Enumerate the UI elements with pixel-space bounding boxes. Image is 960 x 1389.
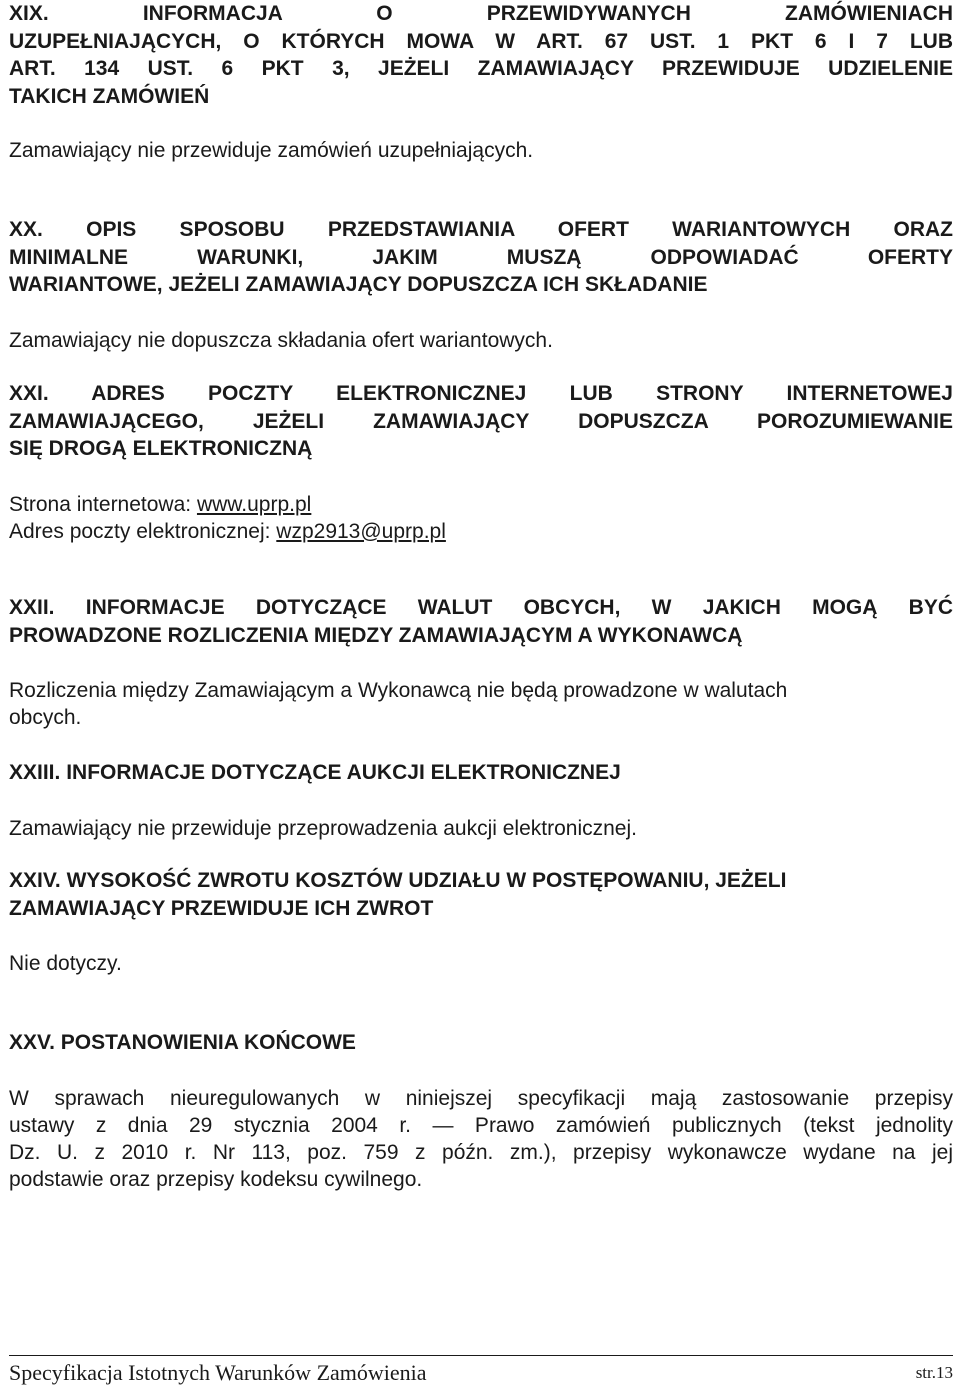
section-xix xyxy=(9,0,953,164)
heading-line: INFORMACJA O PRZEWIDYWANYCH ZAMÓWIENIACH xyxy=(142,2,953,25)
section-number: XIX. xyxy=(9,2,49,25)
body-line: Dz. U. z 2010 r. Nr 113, poz. 759 z późn. zm.), przepisy wykonawcze wydane na jej xyxy=(9,1140,953,1164)
section-heading xyxy=(9,216,953,299)
section-number: XXII. xyxy=(9,596,55,619)
footer-title: Specyfikacja Istotnych Warunków Zamówienia xyxy=(9,1360,427,1385)
heading-line: PROWADZONE ROZLICZENIA MIĘDZY ZAMAWIAJĄCYM A WYKONAWCĄ xyxy=(9,623,743,647)
section-body: Zamawiający nie dopuszcza składania ofert wariantowych. xyxy=(9,328,553,352)
section-body xyxy=(9,677,953,731)
website-link[interactable]: www.uprp.pl xyxy=(196,492,312,516)
page-footer xyxy=(9,1355,953,1388)
section-heading xyxy=(9,594,953,649)
section-heading xyxy=(9,759,953,787)
section-number: XXIII. xyxy=(9,761,61,784)
section-xxii xyxy=(9,594,953,731)
section-xxi xyxy=(9,380,953,545)
heading-line: OPIS SPOSOBU PRZEDSTAWIANIA OFERT WARIANTOWYCH ORAZ xyxy=(86,218,954,241)
section-heading xyxy=(9,0,953,110)
section-body: Zamawiający nie przewiduje zamówień uzupełniających. xyxy=(9,139,534,162)
heading-line: INFORMACJE DOTYCZĄCE WALUT OBCYCH, W JAKICH MOGĄ BYĆ xyxy=(85,596,953,619)
section-body: Nie dotyczy. xyxy=(9,952,122,975)
section-xxiv xyxy=(9,867,953,977)
section-xxv xyxy=(9,1029,953,1193)
body-line: podstawie oraz przepisy kodeksu cywilnego. xyxy=(9,1167,423,1191)
section-xx xyxy=(9,216,953,354)
heading-line: INFORMACJE DOTYCZĄCE AUKCJI ELEKTRONICZNEJ xyxy=(66,761,621,784)
body-line: obcych. xyxy=(9,706,82,729)
body-line: ustawy z dnia 29 stycznia 2004 r. — Prawo zamówień publicznych (tekst jednolity xyxy=(9,1113,953,1137)
heading-line: POSTANOWIENIA KOŃCOWE xyxy=(60,1031,356,1054)
section-number: XXI. xyxy=(9,382,49,405)
page-number: str.13 xyxy=(915,1363,953,1382)
heading-line: MINIMALNE WARUNKI, JAKIM MUSZĄ ODPOWIADAĆ OFERTY xyxy=(9,245,953,269)
heading-line: ADRES POCZTY ELEKTRONICZNEJ LUB STRONY INTERNETOWEJ xyxy=(91,382,953,405)
section-xxiii xyxy=(9,759,953,842)
body-line: Rozliczenia między Zamawiającym a Wykonawcą nie będą prowadzone w walutach xyxy=(9,679,788,702)
heading-line: WYSOKOŚĆ ZWROTU KOSZTÓW UDZIAŁU W POSTĘPOWANIU, JEŻELI xyxy=(66,869,787,892)
email-line xyxy=(9,518,953,545)
body-line: W sprawach nieuregulowanych w niniejszej specyfikacji mają zastosowanie przepisy xyxy=(9,1086,953,1110)
heading-line: ART. 134 UST. 6 PKT 3, JEŻELI ZAMAWIAJĄCY PRZEWIDUJE UDZIELENIE xyxy=(9,57,953,80)
section-number: XXIV. xyxy=(9,869,61,892)
heading-line: UZUPEŁNIAJĄCYCH, O KTÓRYCH MOWA W ART. 67 UST. 1 PKT 6 I 7 LUB xyxy=(9,29,953,53)
heading-line: TAKICH ZAMÓWIEŃ xyxy=(9,84,210,108)
website-label: Strona internetowa: xyxy=(9,492,197,516)
section-number: XX. xyxy=(9,218,43,241)
heading-line: ZAMAWIAJĄCEGO, JEŻELI ZAMAWIAJĄCY DOPUSZCZA POROZUMIEWANIE xyxy=(9,409,953,433)
heading-line: SIĘ DROGĄ ELEKTRONICZNĄ xyxy=(9,437,313,460)
section-body: Zamawiający nie przewiduje przeprowadzenia aukcji elektronicznej. xyxy=(9,816,637,840)
section-heading xyxy=(9,1029,953,1057)
heading-line: ZAMAWIAJĄCY PRZEWIDUJE ICH ZWROT xyxy=(9,896,434,920)
heading-line: WARIANTOWE, JEŻELI ZAMAWIAJĄCY DOPUSZCZA ICH SKŁADANIE xyxy=(9,273,708,296)
section-heading xyxy=(9,380,953,463)
section-body xyxy=(9,1085,953,1193)
website-line xyxy=(9,491,953,518)
section-heading xyxy=(9,867,953,922)
email-link[interactable]: wzp2913@uprp.pl xyxy=(276,519,446,543)
section-number: XXV. xyxy=(9,1031,55,1054)
email-label: Adres poczty elektronicznej: xyxy=(9,519,277,543)
